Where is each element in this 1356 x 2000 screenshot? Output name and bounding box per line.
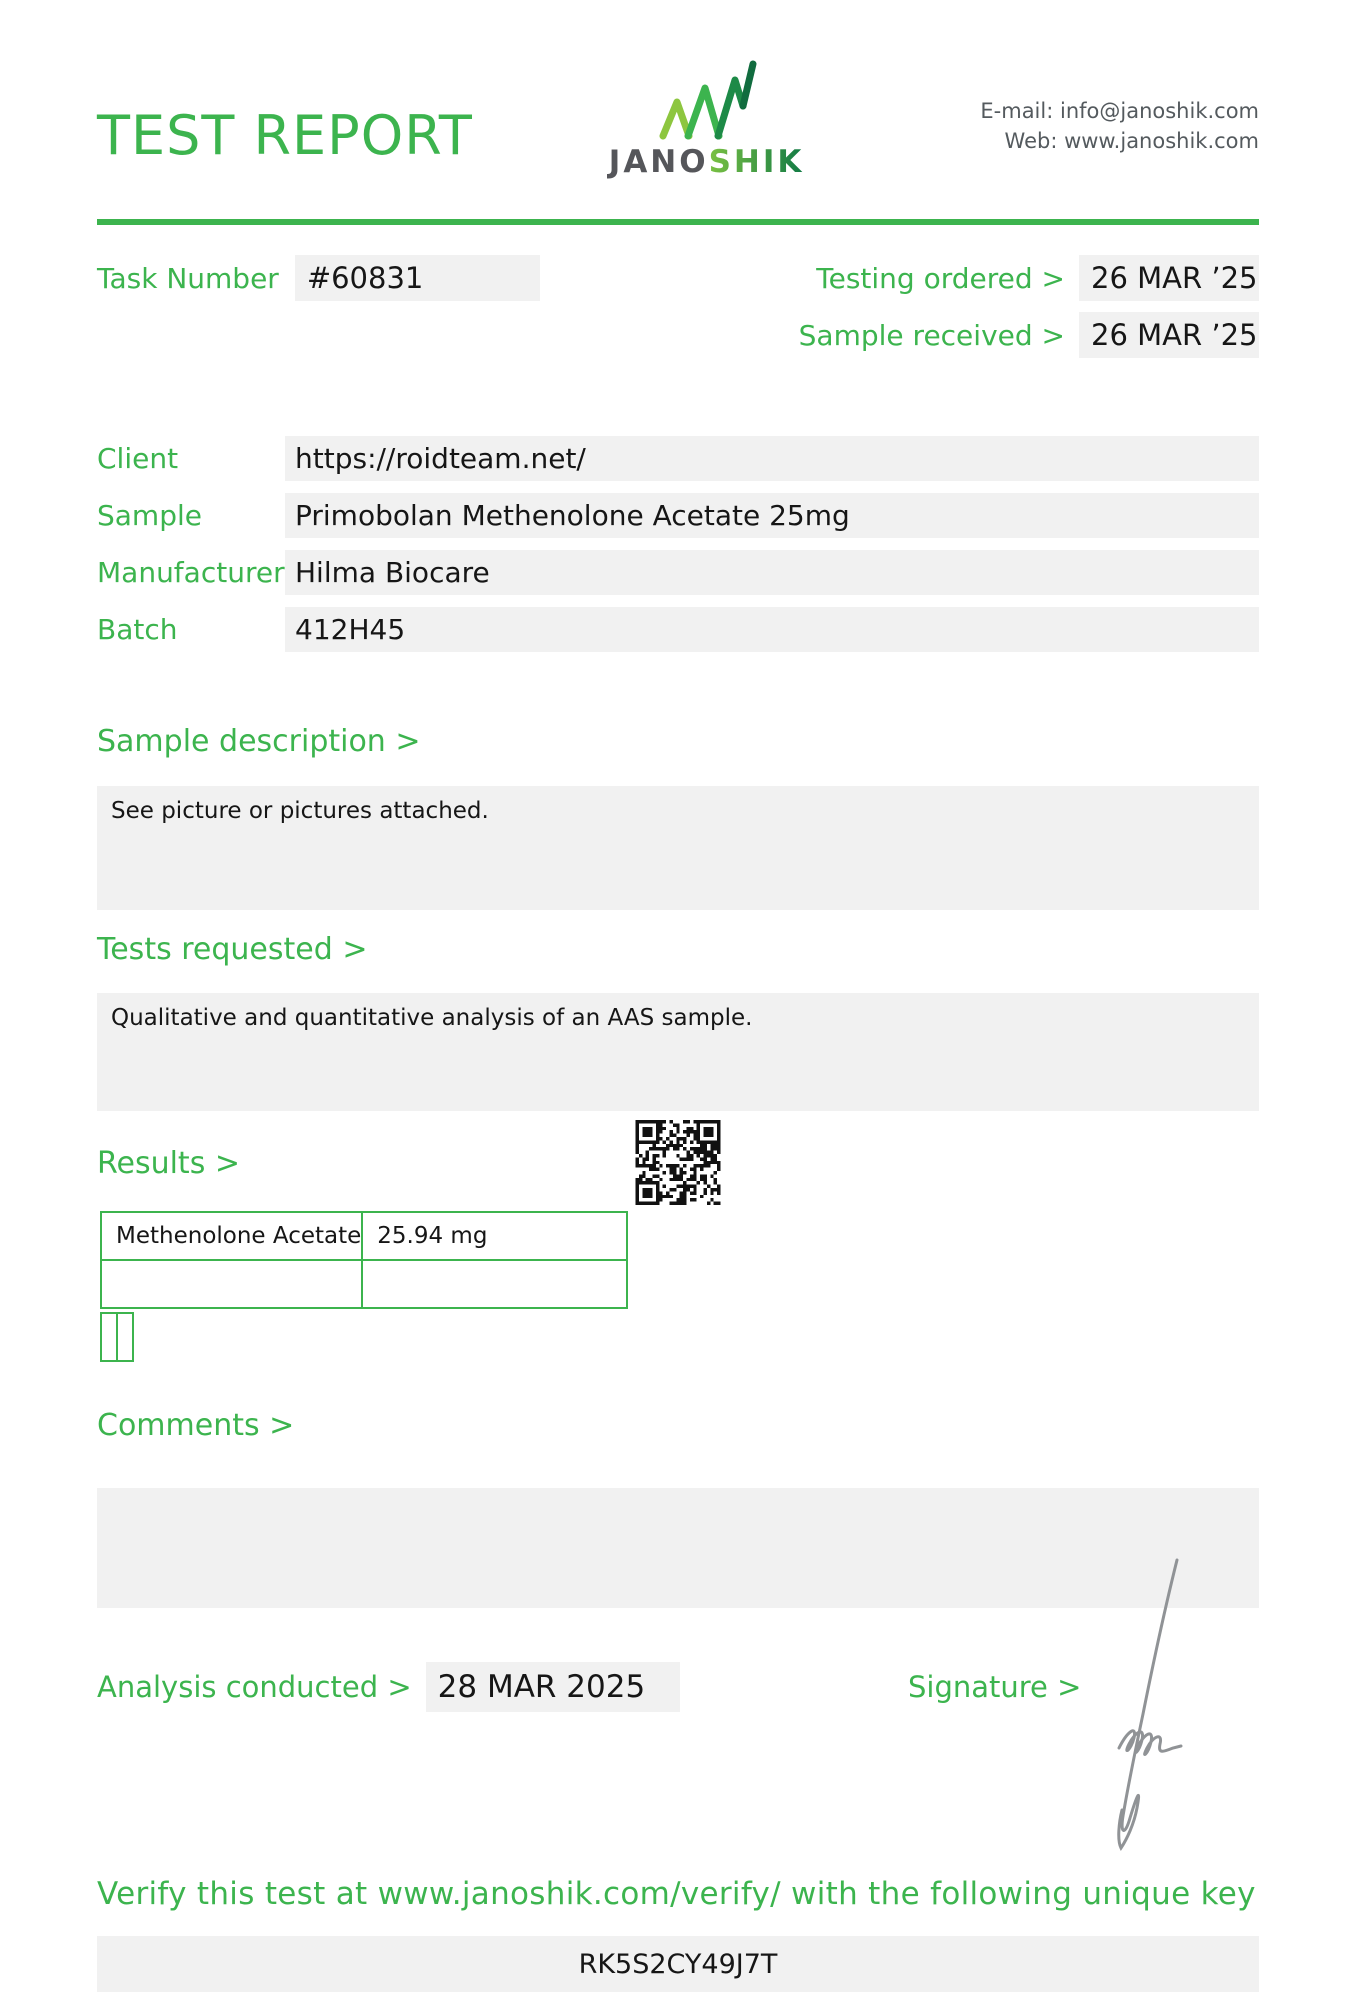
verify-text: Verify this test at www.janoshik.com/verify/ with the following unique key [97, 1876, 1256, 1912]
page-title: TEST REPORT [97, 104, 473, 167]
sample-label: Sample [97, 499, 202, 532]
tests-requested-text: Qualitative and quantitative analysis of an AAS sample. [111, 1005, 753, 1031]
manufacturer-label: Manufacturer [97, 556, 285, 589]
results-row-1 [101, 1212, 627, 1260]
sample-description-heading: Sample description > [97, 724, 421, 759]
tests-requested-box [97, 993, 1259, 1111]
results-row-3 [101, 1313, 133, 1361]
results-row-2 [101, 1260, 627, 1308]
signature-image [1072, 1552, 1202, 1852]
sample-description-section [97, 724, 1259, 910]
manufacturer-value: Hilma Biocare [285, 550, 1259, 595]
results-header [97, 1120, 1259, 1205]
logo-text-shik: SHIK [708, 144, 805, 180]
tests-requested-heading: Tests requested > [97, 932, 368, 967]
result-amount-empty2 [117, 1313, 133, 1361]
client-label: Client [97, 442, 179, 475]
sample-description-box [97, 786, 1259, 910]
info-row-client [97, 436, 1259, 481]
client-value: https://roidteam.net/ [285, 436, 1259, 481]
testing-ordered-date: 26 MAR ’25 [1079, 255, 1259, 301]
sample-value: Primobolan Methenolone Acetate 25mg [285, 493, 1259, 538]
analysis-date: 28 MAR 2025 [426, 1662, 680, 1712]
task-number-label: Task Number [97, 261, 279, 295]
report-header [97, 58, 1259, 180]
result-amount: 25.94 mg [362, 1212, 626, 1260]
sample-info-section [97, 436, 1259, 652]
task-number-value: #60831 [295, 255, 540, 301]
batch-value: 412H45 [285, 607, 1259, 652]
result-analyte: Methenolone Acetate [101, 1212, 362, 1260]
task-number-row [97, 255, 540, 301]
sample-received-row [799, 312, 1259, 358]
comments-heading: Comments > [97, 1408, 295, 1443]
tests-requested-section [97, 932, 1259, 1111]
logo-wordmark [609, 144, 805, 180]
janoshik-logo-icon [655, 58, 759, 142]
logo-text-jano: JANO [608, 144, 709, 180]
contact-info [980, 96, 1259, 180]
dates-block [799, 255, 1259, 358]
verify-key: RK5S2CY49J7T [97, 1936, 1259, 1992]
result-amount-empty [362, 1260, 626, 1308]
sample-received-label: Sample received > [798, 318, 1065, 352]
results-table-extra [100, 1312, 134, 1362]
contact-web: Web: www.janoshik.com [1004, 129, 1259, 154]
analysis-conducted-row [97, 1662, 680, 1712]
result-analyte-empty [101, 1260, 362, 1308]
info-row-sample [97, 493, 1259, 538]
contact-email: E-mail: info@janoshik.com [980, 99, 1259, 123]
result-analyte-empty2 [101, 1313, 117, 1361]
meta-section [97, 255, 1259, 358]
signature-label: Signature > [908, 1670, 1082, 1704]
testing-ordered-row [799, 255, 1259, 301]
sample-received-date: 26 MAR ’25 [1079, 312, 1259, 358]
info-row-batch [97, 607, 1259, 652]
results-table [100, 1211, 628, 1309]
testing-ordered-label: Testing ordered > [816, 261, 1065, 295]
results-heading: Results > [97, 1146, 240, 1181]
info-row-manufacturer [97, 550, 1259, 595]
qr-code [636, 1120, 721, 1205]
batch-label: Batch [97, 613, 178, 646]
header-divider [97, 219, 1259, 225]
sample-description-text: See picture or pictures attached. [111, 798, 489, 824]
analysis-conducted-label: Analysis conducted > [97, 1670, 412, 1704]
janoshik-logo [609, 58, 805, 180]
